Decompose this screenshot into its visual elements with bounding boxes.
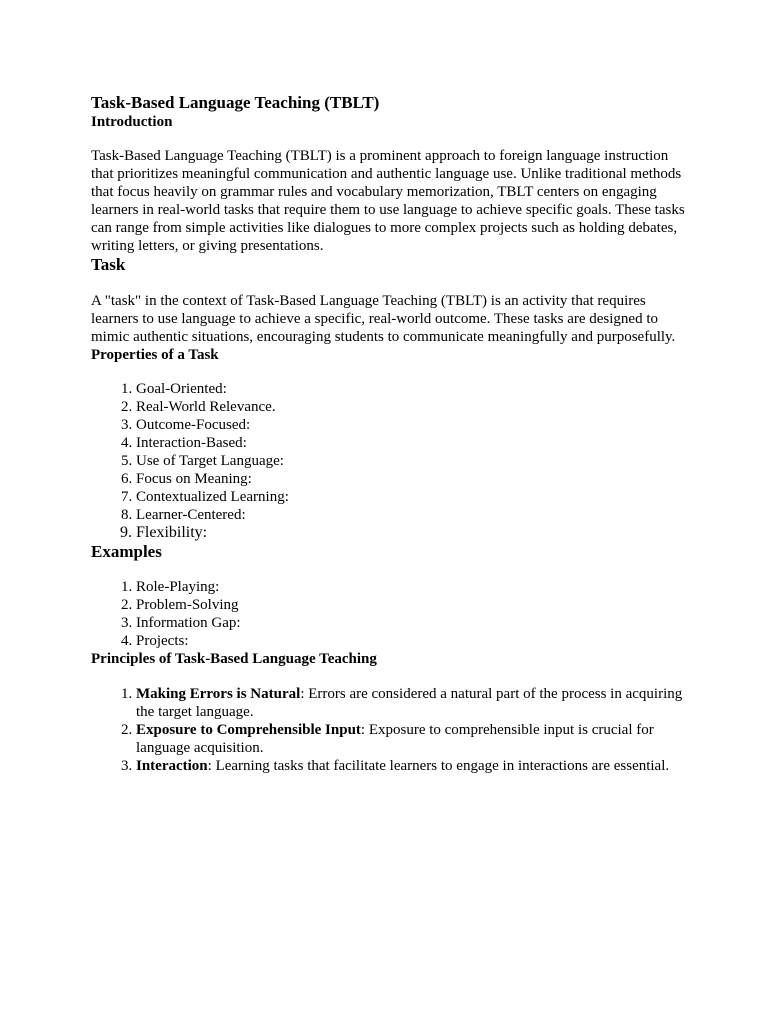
list-item: 7. Contextualized Learning:	[136, 488, 691, 506]
properties-list	[91, 380, 691, 542]
task-heading: Task	[91, 255, 126, 274]
list-item: 4. Projects:	[136, 632, 691, 650]
examples-heading: Examples	[91, 542, 162, 561]
principle-term: Interaction	[136, 758, 208, 774]
list-item: 4. Interaction-Based:	[136, 434, 691, 452]
list-item: 8. Learner-Centered:	[136, 506, 691, 524]
list-item	[136, 721, 691, 757]
principle-description: : Errors are considered a natural part of the process in acquiring the target language.	[136, 686, 683, 720]
list-item: 1. Goal-Oriented:	[136, 380, 691, 398]
list-item	[136, 685, 691, 721]
introduction-paragraph: Task-Based Language Teaching (TBLT) is a prominent approach to foreign language instruction that prioritizes meaningful communication and authentic language use. Unlike traditional methods that focus heavily on grammar rules and vocabulary memorization, TBLT centers on engaging learners in real-world tasks that require them to use language to achieve specific goals. These tasks can range from simple activities like dialogues to more complex projects such as holding debates, writing letters, or giving presentations.	[91, 148, 685, 254]
list-item: 3. Outcome-Focused:	[136, 416, 691, 434]
introduction-heading: Introduction	[91, 114, 173, 130]
list-item: 2. Real-World Relevance.	[136, 398, 691, 416]
principle-term: Making Errors is Natural	[136, 686, 301, 702]
list-item: 1. Role-Playing:	[136, 578, 691, 596]
list-item: 9. Flexibility:	[136, 524, 691, 542]
examples-list	[91, 578, 691, 650]
principles-heading: Principles of Task-Based Language Teaching	[91, 651, 377, 667]
list-item: 5. Use of Target Language:	[136, 452, 691, 470]
document-title: Task-Based Language Teaching (TBLT)	[91, 93, 380, 112]
list-item: 6. Focus on Meaning:	[136, 470, 691, 488]
principle-term: Exposure to Comprehensible Input	[136, 722, 361, 738]
list-item: 3. Information Gap:	[136, 614, 691, 632]
document-body	[91, 93, 691, 775]
task-paragraph: A "task" in the context of Task-Based Language Teaching (TBLT) is an activity that requires learners to use language to achieve a specific, real-world outcome. These tasks are designed to mimic authentic situations, encouraging students to communicate meaningfully and purposefully.	[91, 293, 676, 345]
principle-description: : Learning tasks that facilitate learners to engage in interactions are essential.	[207, 758, 670, 774]
properties-heading: Properties of a Task	[91, 347, 219, 363]
list-item	[136, 757, 691, 775]
principles-list	[91, 685, 691, 775]
principle-description: : Exposure to comprehensible input is crucial for language acquisition.	[136, 722, 654, 756]
list-item: 2. Problem-Solving	[136, 596, 691, 614]
